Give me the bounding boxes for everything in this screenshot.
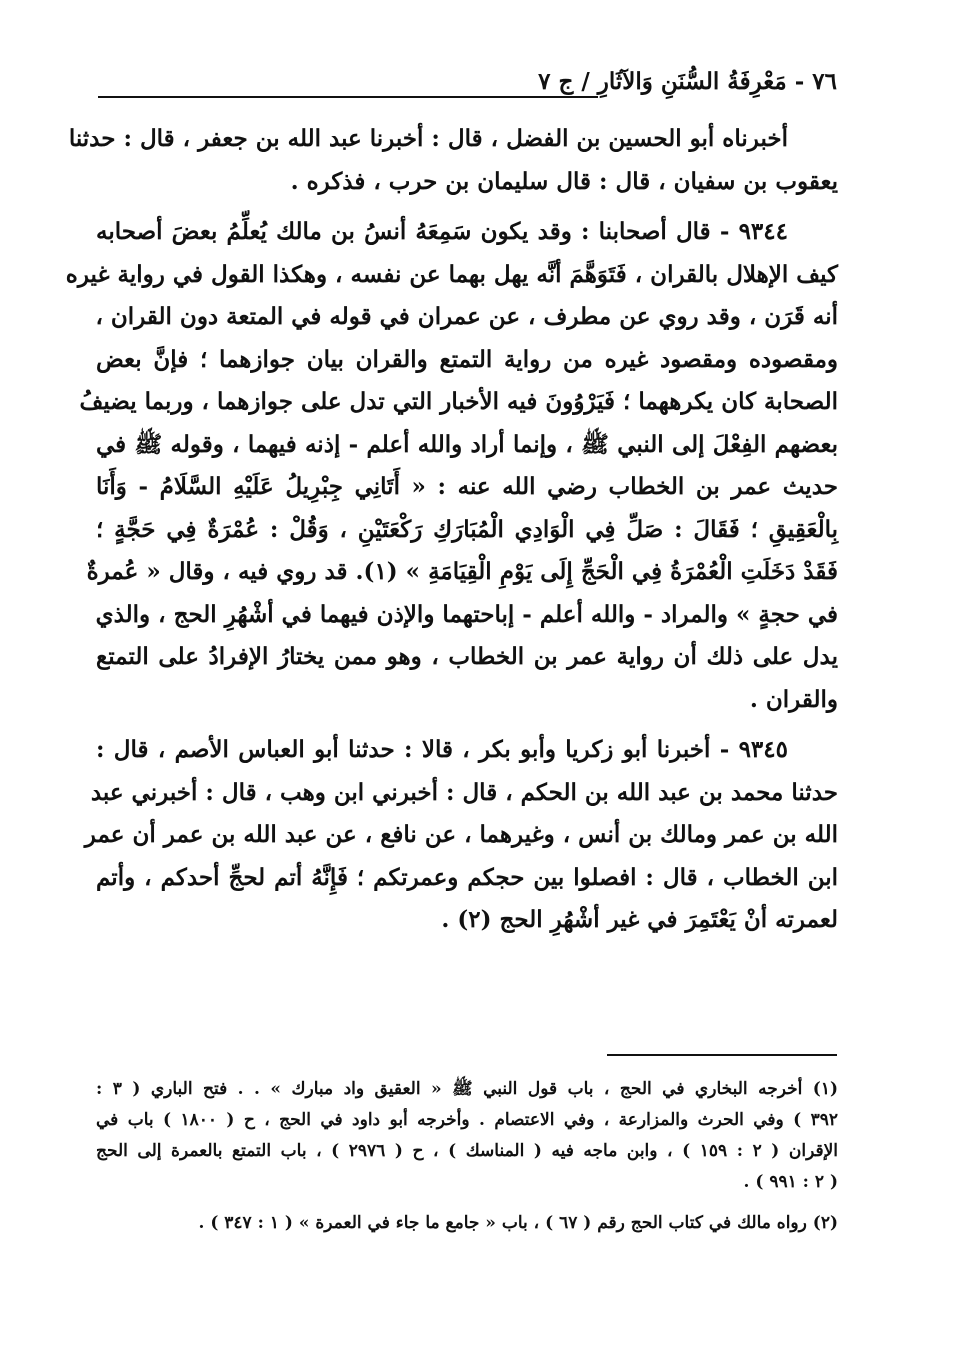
paragraph-isnad [68,118,838,203]
footnote-1 [96,1074,838,1198]
text-line: بِالْعَقِيقِ ؛ فَقَالَ : صَلِّ فِي الْوَادِي الْمُبَارَكِ رَكْعَتَيْنِ ، وَقُلْ : عُمْرَةٌ فِي حَجَّةٍ ؛ [96,515,838,543]
paragraph-9345 [84,729,838,942]
main-text [65,118,838,942]
text-line: يدل على ذلك أن رواية عمر بن الخطاب ، وهو ممن يختارُ الإفرادُ على التمتع [96,643,838,670]
text-line: أخبرناه أبو الحسين بن الفضل ، قال : أخبرنا عبد الله بن جعفر ، قال : حدثنا [68,125,788,152]
text-line: الله بن عمر ومالك بن أنس ، وغيرهما ، عن نافع ، عن عبد الله بن عمر أن عمر [84,821,838,848]
text-line: كيف الإهلال بالقران ، فَتَوَهَّمَ أنَّه يهل بهما عن نفسه ، وهكذا القول في رواية غيره [65,260,838,288]
footnotes [96,1074,838,1239]
header-title: ٧٦ - مَعْرِفَةُ السُّنَنِ وَالآثَارِ / ج ٧ [538,68,837,95]
text-line: فَقَدْ دَخَلَتِ الْعُمْرَةُ فِي الْحَجِّ إِلَى يَوْمِ الْقِيَامَةِ » (١). قد روي فيه ، وقال « عُمرةٌ [86,558,838,585]
text-line: الصحابة كان يكرههما ؛ فَيَرْوُونَ فيه الأخبار التي تدل على جوازهما ، وربما يضيفُ [79,388,838,415]
text-line: ابن الخطاب ، قال : افصلوا بين حجكم وعمرتكم ؛ فَإِنَّهُ أتم لحجِّ أحدكم ، وأتم [96,863,838,891]
text-line: يعقوب بن سفيان ، قال : قال سليمان بن حرب ، فذكره . [290,167,838,195]
running-header [538,68,837,95]
text-line: والقران . [749,685,838,713]
text-line: ومقصوده ومقصود غيره من رواية التمتع والقران بيان جوازهما ؛ فإنَّ بعض [96,345,838,373]
text-line: أنه قَرَن ، وقد روي عن مطرف ، عن عمران في قوله في المتعة دون القران ، [95,303,838,330]
text-line: ٩٣٤٥ - أخبرنا أبو زكريا وأبو بكر ، قالا : حدثنا أبو العباس الأصم ، قال : [96,736,788,763]
text-line: حدثنا محمد بن عبد الله بن الحكم ، قال : أخبرني ابن وهب ، قال : أخبرني عبد [90,778,838,806]
text-line: ٩٣٤٤ - قال أصحابنا : وقد يكون سَمِعَهُ أنسُ بن مالك يُعلِّمُ بعضَ أصحابه [96,218,788,245]
text-line: لعمرته أنْ يَعْتَمِرَ في غير أشْهُرِ الحج (٢) . [441,906,838,933]
paragraph-9344 [65,211,838,721]
footnote-line: ( ٢ : ٩٩١ ) . [743,1172,838,1192]
footnote-line: (٢) رواه مالك في كتاب الحج رقم ( ٦٧ ) ، باب « جامع ما جاء في العمرة » ( ١ : ٣٤٧ ) . [198,1213,838,1233]
footnote-2 [96,1208,838,1239]
header-rule [98,96,598,98]
text-line: حديث عمر بن الخطاب رضي الله عنه : « أَتَانِي جِبْرِيلُ عَلَيْهِ السَّلَامُ - وَأَنَا [96,473,838,500]
footnote-line: ٣٩٢ ) وفي الحرث والمزارعة ، وفي الاعتصام . وأخرجه أبو داود في الحج ، ح ( ١٨٠٠ ) باب في [96,1110,839,1130]
text-line: في حجةٍ » والمراد - والله أعلم - إباحتهما والإذن فيهما في أشْهُرِ الحج ، والذي [95,600,838,628]
text-line: بعضهم الفِعْلَ إلى النبي ﷺ ، وإنما أراد والله أعلم - إذنه فيهما ، وقوله ﷺ في [96,430,838,458]
footnote-rule [607,1054,837,1056]
footnote-line: (١) أخرجه البخاري في الحج ، باب قول النبي ﷺ « العقيق واد مبارك » . . فتح الباري ( ٣ : [96,1079,838,1099]
footnote-line: الإقران ( ٢ : ١٥٩ ) ، وابن ماجه فيه ( المناسك ) ، ح ( ٢٩٧٦ ) ، باب التمتع بالعمرة إلى الحج [96,1141,839,1161]
